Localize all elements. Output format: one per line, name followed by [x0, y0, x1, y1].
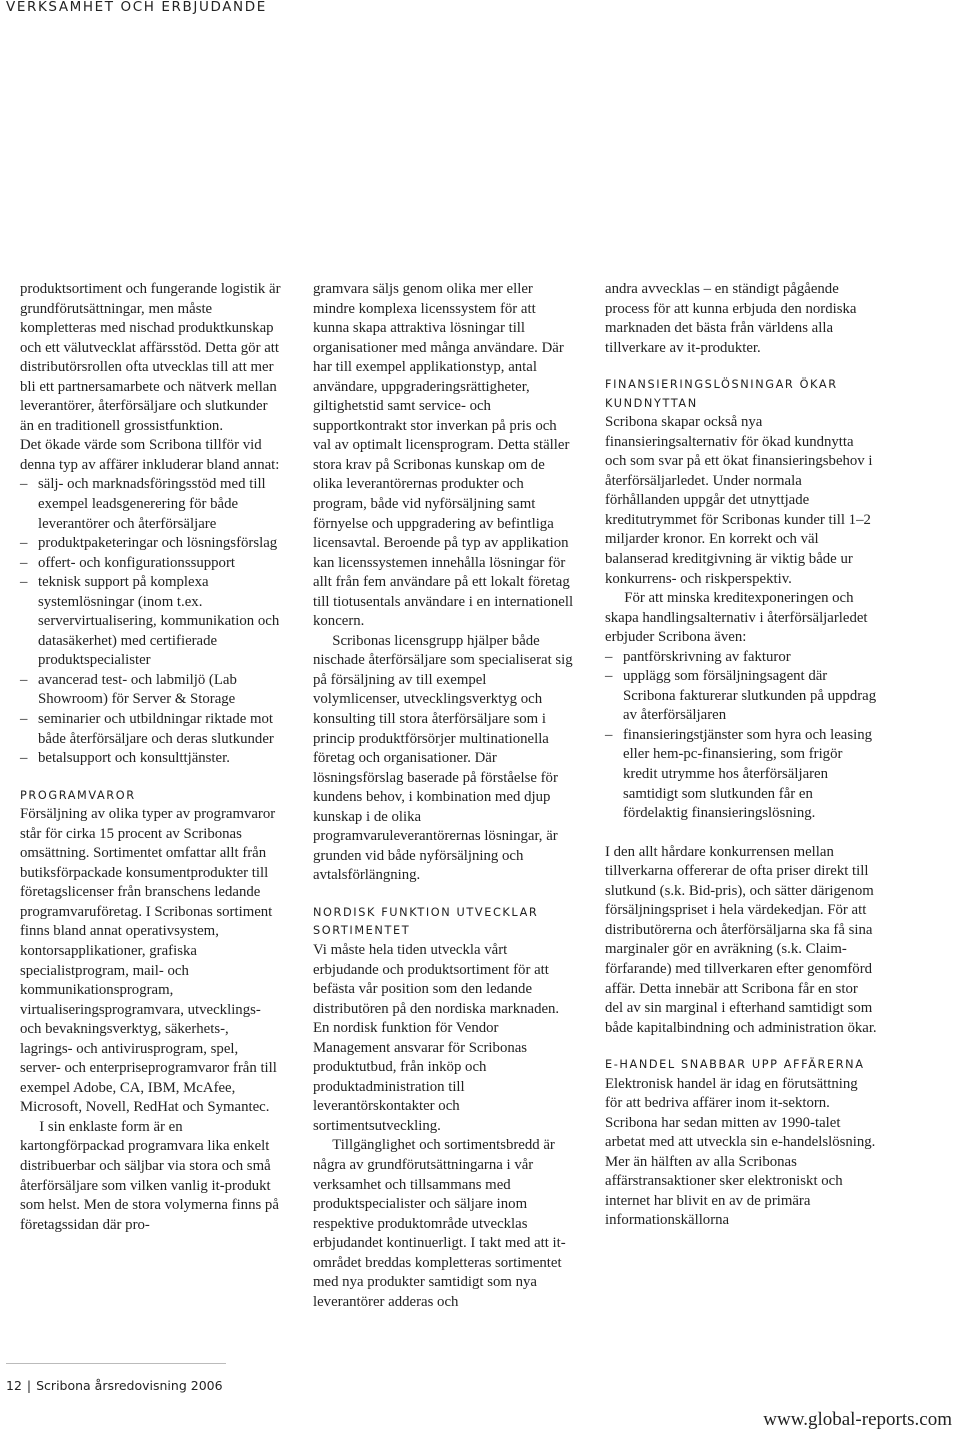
- paragraph: Scribona skapar också nya finansieringsalternativ för ökad kundnytta och som svar på ett ökat finansieringsbehov i återförsäljarledet. Under normala förhållanden uppgår det utnyttjade kreditutrymmet för Scribonas kunder till 1–2 miljarder kronor. En korrekt och väl balanserad kreditgivning är viktig både ur konkurrens- och riskperspektiv.: [605, 414, 873, 587]
- paragraph: Det ökade värde som Scribona tillför vid denna typ av affärer inkluderar bland annat:: [20, 437, 280, 473]
- text-column-1: [20, 280, 282, 1235]
- page-footer: [6, 1378, 223, 1393]
- page-number: 12: [6, 1378, 22, 1393]
- list-item: – finansieringstjänster som hyra och leasing eller hem-pc-finansiering, som frigör kredit utrymme hos återförsäljaren samtidigt som slutkunden får en fördelaktig finansieringslösning.: [605, 726, 877, 824]
- footer-separator: |: [26, 1378, 32, 1393]
- list-item: – produktpaketeringar och lösningsförslag: [20, 534, 282, 554]
- paragraph: Försäljning av olika typer av programvaror står för cirka 15 procent av Scribonas omsättning. Sortimentet omfattar allt från butiksförpackade konsumentprodukter till företagslicenser från branschens ledande programvaruföretag. I Scribonas sortiment finns bland annat operativsystem, kontorsapplikationer, grafiska specialistprogram, mail- och kommunikationsprogram, virtualiseringsprogramvara, utvecklings- och bevakningsverktyg, säkerhets-, lagrings- och antivirusprogram, spel, server- och enterpriseprogramvaror från till exempel Adobe, CA, IBM, McAfee, Microsoft, Novell, RedHat och Symantec.: [20, 806, 277, 1116]
- paragraph: Vi måste hela tiden utveckla vårt erbjudande och produktsortiment för att befästa vår position som den ledande distributören på den nordiska marknaden. En nordisk funktion för Vendor Management ansvarar för Scribonas produktutbud, från inköp och produktadministration till leverantörskontakter och sortimentsutveckling.: [313, 941, 560, 1134]
- paragraph: Elektronisk handel är idag en förutsättning för att bedriva affärer inom it-sektorn. Scribona har sedan mitten av 1990-talet arbetat med att utveckla sin e-handelslösning. Mer än hälften av alla Scribonas affärstransaktioner sker elektroniskt och internet har blivit en av de primära informationskällorna: [605, 1075, 876, 1229]
- paragraph: I den allt hårdare konkurrensen mellan tillverkarna offererar de ofta priser direkt till slutkund (s.k. Bid-pris), och sätter därigenom försäljningspriset i hela värdekedjan. För att distributörerna och återförsäljarna ska få sina marginaler gör en avräkning (s.k. Claim-förfarande) med tillverkaren efter genomförd affär. Detta innebär att Scribona får en stor del av sin marginal i efterhand samtidigt som både kapitalbindning och administration ökar.: [605, 843, 877, 1036]
- list-item: – upplägg som försäljningsagent där Scribona fakturerar slutkunden på uppdrag av återförsäljaren: [605, 667, 877, 726]
- list-item: – sälj- och marknadsföringsstöd med till exempel leadsgenerering för både leverantörer och återförsäljare: [20, 475, 282, 534]
- section-heading: FINANSIERINGSLÖSNINGAR ÖKAR KUNDNYTTAN: [605, 378, 838, 410]
- paragraph: För att minska kreditexponeringen och skapa handlingsalternativ i återförsäljarledet erbjuder Scribona även:: [605, 590, 868, 646]
- list-item: – avancerad test- och labmiljö (Lab Showroom) för Server & Storage: [20, 671, 282, 710]
- paragraph: andra avvecklas – en ständigt pågående process för att kunna erbjuda den nordiska marknaden det bästa från världens alla tillverkare av it-produkter.: [605, 281, 857, 356]
- footer-divider: [6, 1363, 226, 1364]
- section-heading: PROGRAMVAROR: [20, 788, 136, 802]
- paragraph: produktsortiment och fungerande logistik är grundförutsättningar, men måste kompletteras med nischad produktkunskap och ett välutvecklat affärsstöd. Detta gör att distributörsrollen ofta utvecklas till att mer bli ett partnersamarbete och nätverk mellan leverantörer, återförsäljare och slutkunder än en traditionell grossistfunktion.: [20, 281, 281, 434]
- paragraph: gramvara säljs genom olika mer eller mindre komplexa licenssystem för att kunna skapa attraktiva lösningar till organisationer med många användare. Där har till exempel applikationstyp, antal användare, uppgraderingsrättigheter, giltighetstid samt service- och supportkontrakt stor inverkan på pris och val av optimalt licensprogram. Detta ställer stora krav på Scribonas kunskap om de olika leverantörernas produkter och program, både vid nyförsäljning samt förnyelse och uppgradering av befintliga licensavtal. Beroende på typ av applikation kan licenssystemen innehålla lösningar för allt från fem användare på ett lokalt företag till tiotusentals användare i en internationell koncern.: [313, 281, 574, 630]
- section-heading: NORDISK FUNKTION UTVECKLAR SORTIMENTET: [313, 905, 539, 938]
- bullet-list: [605, 648, 877, 824]
- list-item: – offert- och konfigurationssupport: [20, 554, 282, 574]
- list-item: – pantförskrivning av fakturor: [605, 648, 877, 668]
- section-heading: E-HANDEL SNABBAR UPP AFFÄRERNA: [605, 1058, 865, 1072]
- list-item: – teknisk support på komplexa systemlösningar (inom t.ex. servervirtualisering, kommunikation och datasäkerhet) med certifierade produktspecialister: [20, 573, 282, 671]
- watermark: www.global-reports.com: [763, 1409, 952, 1430]
- text-column-3: [605, 280, 877, 1231]
- bullet-list: [20, 475, 282, 768]
- publication-name: Scribona årsredovisning 2006: [36, 1378, 223, 1393]
- paragraph: I sin enklaste form är en kartongförpackad programvara lika enkelt distribuerbar och säljbar via stora och små återförsäljare som vilken vanlig it-produkt som helst. Men de stora volymerna finns på företagssidan där pro-: [20, 1118, 279, 1233]
- list-item: – betalsupport och konsulttjänster.: [20, 749, 282, 769]
- paragraph: Scribonas licensgrupp hjälper både nischade återförsäljare som specialiserat sig på försäljning av till exempel volymlicenser, utvecklingsverktyg och konsulting till stora återförsäljare som i princip produktförsörjer multinationella företag och organisationer. Där lösningsförslag baserade på förståelse för kundens behov, i kombination med djup kunskap i de olika programvaruleverantörernas lösningar, är grunden vid både nyförsäljning och avtalsförlängning.: [313, 632, 573, 884]
- running-header: VERKSAMHET OCH ERBJUDANDE: [6, 0, 267, 15]
- list-item: – seminarier och utbildningar riktade mot både återförsäljare och deras slutkunder: [20, 710, 282, 749]
- paragraph: Tillgänglighet och sortimentsbredd är några av grundförutsättningarna i vår verksamhet och tillsammans med produktspecialister och säljare inom respektive produktområde utvecklas erbjudandet kontinuerligt. I takt med att it-området breddas kompletteras sortimentet med nya produkter samtidigt som nya leverantörer adderas och: [313, 1137, 566, 1310]
- text-column-2: [313, 280, 575, 1312]
